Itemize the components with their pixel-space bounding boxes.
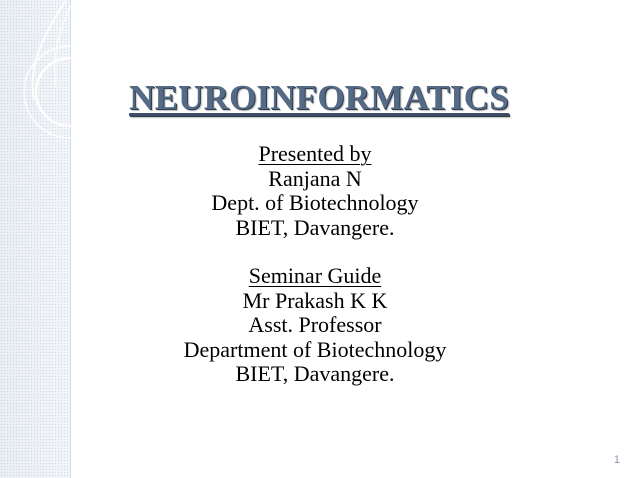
presenter-name: Ranjana N [268,165,362,191]
slide-title: NEUROINFORMATICS [129,78,509,117]
presented-by-heading: Presented by [258,141,372,166]
slide-body [0,142,630,387]
guide-dept: Department of Biotechnology [183,336,447,362]
guide-institute: BIET, Davangere. [235,361,395,386]
slide-number: 1 [613,454,620,466]
presenter-institute: BIET, Davangere. [235,214,395,240]
guide-designation: Asst. Professor [248,312,382,337]
guide-heading: Seminar Guide [248,263,382,288]
spacer [0,240,630,264]
guide-name: Mr Prakash K K [242,287,388,313]
presenter-dept: Dept. of Biotechnology [211,190,419,215]
